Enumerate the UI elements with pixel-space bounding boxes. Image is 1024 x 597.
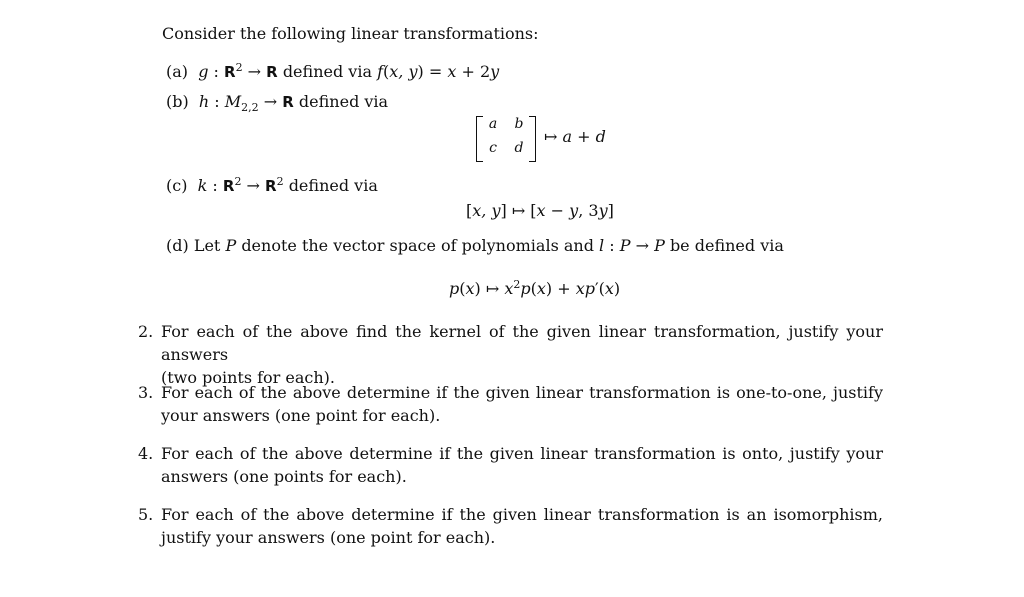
formula-d-rule: p(x) ↦ $x^2p(x) + xp'(x)$ xyxy=(449,278,621,298)
question-2-line-2: (two points for each). xyxy=(161,368,335,387)
question-4-line-2: answers (one points for each). xyxy=(161,467,407,486)
matrix-entry-d: d xyxy=(514,140,524,156)
intro-text: Consider the following linear transformations: xyxy=(162,24,539,43)
question-2-number: 2. xyxy=(138,322,154,341)
question-3-text xyxy=(161,381,883,427)
question-2-line-1: For each of the above find the kernel of the given linear transformation, justify your answers xyxy=(161,322,883,364)
question-4-number: 4. xyxy=(138,444,154,463)
question-5-number: 5. xyxy=(138,505,154,524)
item-a: (a) g : $R^2 \to R$ defined via f(x, y) = x + 2y xyxy=(166,61,500,81)
formula-a-rule: f(x, y) = x + 2y xyxy=(377,62,500,81)
formula-c-map: k : $R^2 \to R^2$ xyxy=(192,175,284,195)
item-d-text-3: be defined via xyxy=(669,236,784,255)
question-4-line-1: For each of the above determine if the given linear transformation is onto, justify your xyxy=(161,444,883,463)
matrix-entry-b: b xyxy=(514,116,524,132)
item-b xyxy=(166,92,388,112)
item-a-defined-via: defined via xyxy=(282,62,372,81)
item-c-defined-via: defined via xyxy=(288,176,378,195)
item-d-text-1: Let xyxy=(193,236,221,255)
item-d xyxy=(166,236,784,256)
item-d-label: (d) xyxy=(166,236,189,255)
matrix-abcd xyxy=(476,116,536,160)
item-c xyxy=(166,176,378,196)
matrix-entry-c: c xyxy=(489,140,497,156)
formula-d-map: l : P → P xyxy=(599,236,665,255)
question-3-line-1: For each of the above determine if the given linear transformation is one-to-one, justify xyxy=(161,383,883,402)
item-b-label: (b) xyxy=(166,92,189,111)
item-c-label: (c) xyxy=(166,176,188,195)
matrix-entry-a: a xyxy=(488,116,498,132)
question-4-text xyxy=(161,442,883,488)
question-5-line-1: For each of the above determine if the given linear transformation is an isomorphism, xyxy=(161,505,883,524)
matrix-right-bracket xyxy=(529,116,536,162)
formula-d-space: P xyxy=(225,236,237,255)
formula-a-map: g xyxy=(193,62,209,81)
formula-b-map: h : $M_{2,2} \to R$ xyxy=(193,92,294,114)
question-3-number: 3. xyxy=(138,383,154,402)
item-b-defined-via: defined via xyxy=(298,92,389,111)
question-5-text xyxy=(161,503,883,549)
question-5-line-2: justify your answers (one point for each). xyxy=(161,528,496,547)
formula-c-rule: [x, y] ↦ [x − y, 3y] xyxy=(466,201,614,220)
matrix-left-bracket xyxy=(476,116,483,162)
item-d-text-2: denote the vector space of polynomials and xyxy=(241,236,594,255)
formula-b-rule: ↦ a + d xyxy=(544,127,606,146)
question-2-text xyxy=(161,320,883,389)
item-a-label: (a) xyxy=(166,62,189,81)
question-3-line-2: your answers (one point for each). xyxy=(161,406,441,425)
